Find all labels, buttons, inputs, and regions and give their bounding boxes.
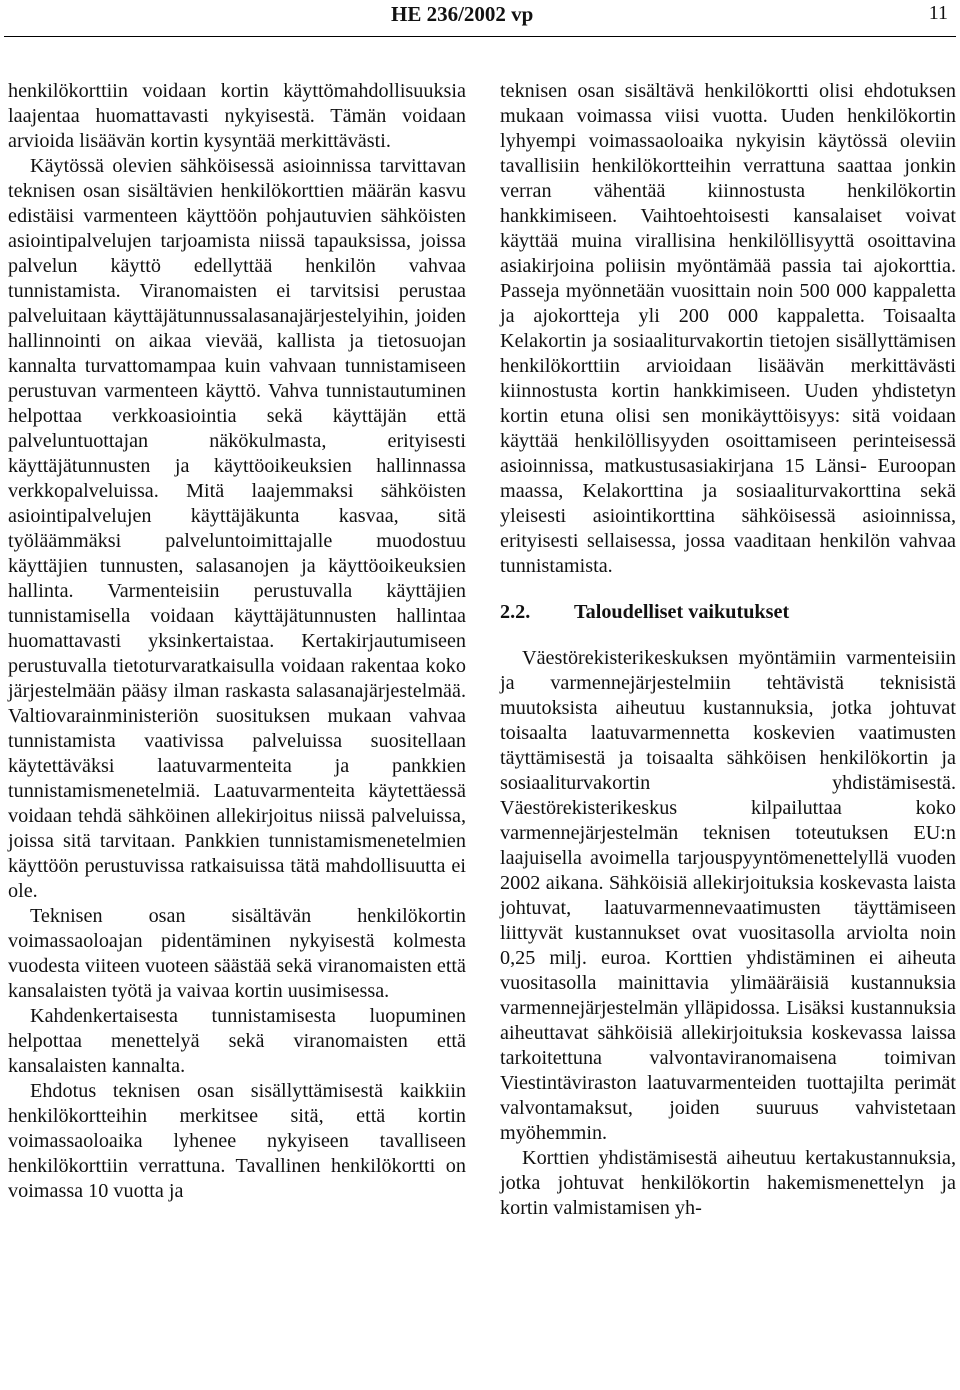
paragraph: Korttien yhdistämisestä aiheutuu kertakustannuksia, jotka johtuvat henkilökortin hakemismenettelyn ja kortin valmistamisen yh- — [500, 1147, 956, 1219]
page-header — [0, 0, 960, 30]
page-number: 11 — [928, 2, 948, 24]
document-id: HE 236/2002 vp — [391, 2, 534, 26]
right-column — [500, 79, 956, 1221]
paragraph: Väestörekisterikeskuksen myöntämiin varmenteisiin ja varmennejärjestelmiin tehtävistä teknisistä muutoksista aiheutuu kustannuksia, jotka johtuvat toisaalta laatuvarmennetta koskevien vaatimusten täyttämisestä ja toisaalta sähköisen henkilökortin ja sosiaaliturvakortin yhdistämisestä. Väestörekisterikeskus kilpailuttaa koko varmennejärjestelmän teknisen toteutuksen EU:n laajuisella avoimella tarjouspyyntömenettelyllä vuoden 2002 aikana. Sähköisiä allekirjoituksia koskevasta laista johtuvat, laatuvarmennevaatimusten täyttämiseen liittyvät kustannukset ovat vuositasolla arviolta noin 0,25 milj. euroa. Korttien yhdistäminen ei aiheuta vuositasolla mainittavia ylimääräisiä kustannuksia varmennejärjestelmän ylläpidossa. Lisäksi kustannuksia aiheuttavat sähköisiä allekirjoituksia koskevassa laissa tarkoitettuna valvontaviranomaisena toimivan Viestintäviraston laatuvarmenteiden tuottajilta perimät valvontamaksut, joiden suuruus vahvistetaan myöhemmin. — [500, 647, 956, 1144]
section-number: 2.2. — [500, 601, 531, 623]
header-rule — [4, 36, 956, 37]
paragraph: Kahdenkertaisesta tunnistamisesta luopuminen helpottaa menettelyä sekä viranomaisten että kansalaisten kannalta. — [8, 1005, 466, 1077]
section-title: Taloudelliset vaikutukset — [574, 601, 790, 623]
paragraph: henkilökorttiin voidaan kortin käyttömahdollisuuksia laajentaa huomattavasti nykyisestä. Tämän voidaan arvioida lisäävän kortin kysyntää merkittävästi. — [8, 80, 466, 152]
paragraph: Käytössä olevien sähköisessä asioinnissa tarvittavan teknisen osan sisältävien henkilökorttien määrän kasvu edistäisi varmenteen käyttöön pohjautuvien sähköisten asiointipalvelujen tarjoamista niissä tapauksissa, joissa palvelun käyttö edellyttää henkilön vahvaa tunnistamista. Viranomaisten ei tarvitsisi perustaa palveluitaan käyttäjätunnussalasanajärjestelyihin, joiden hallinnointi on aikaa vievää, kallista ja tietosuojan kannalta turvattomampaa kuin vahvaan tunnistamiseen perustuvan varmenteen käyttö. Vahva tunnistautuminen helpottaa verkkoasiointia sekä käyttäjän että palveluntuottajan näkökulmasta, erityisesti käyttäjätunnusten ja käyttöoikeuksien hallinnassa verkkopalveluissa. Mitä laajemmaksi sähköisten asiointipalvelujen käyttäjäkunta kasvaa, sitä työläämmäksi palveluntoimittajalle muodostuu käyttäjien tunnusten, salasanojen ja käyttöoikeuksien hallinta. Varmenteisiin perustuvalla käyttäjien tunnistamisella voidaan käyttäjätunnusten hallintaa huomattavasti yksinkertaistaa. Kertakirjautumiseen perustuvalla tietoturvaratkaisulla voidaan rakentaa koko järjestelmään pääsy ilman raskasta salasanajärjestelmää. Valtiovarainministeriön suosituksen mukaan vahvaa tunnistamista vaativissa palveluissa suositellaan käytettäväksi laatuvarmenteita ja pankkien tunnistamismenetelmiä. Laatuvarmenteita käytettäessä voidaan tehdä sähköinen allekirjoitus niissä palveluissa, joissa sitä tarvitaan. Pankkien tunnistamismenetelmien käyttöön perustuvissa ratkaisuissa tätä mahdollisuutta ei ole. — [8, 155, 466, 902]
paragraph: Teknisen osan sisältävän henkilökortin voimassaoloajan pidentäminen nykyisestä kolmesta vuodesta viiteen vuoteen säästää sekä viranomaisten että kansalaisten työtä ja vaivaa kortin uusimisessa. — [8, 905, 466, 1002]
left-column — [8, 79, 466, 1204]
section-heading — [500, 600, 956, 625]
paragraph: Ehdotus teknisen osan sisällyttämisestä kaikkiin henkilökortteihin merkitsee sitä, että kortin voimassaoloaika lyhenee nykyiseen tavalliseen henkilökorttiin verrattuna. Tavallinen henkilökortti on voimassa 10 vuotta ja — [8, 1080, 466, 1202]
paragraph: teknisen osan sisältävä henkilökortti olisi ehdotuksen mukaan voimassa viisi vuotta. Uuden henkilökortin lyhyempi voimassaoloaika nykyisin käytössä oleviin tavallisiin henkilökortteihin verrattuna saattaa jonkin verran vähentää kiinnostusta henkilökortin hankkimiseen. Vaihtoehtoisesti kansalaiset voivat käyttää muina virallisina henkilöllisyyttä osoittavina asiakirjoina poliisin myöntämää passia tai ajokorttia. Passeja myönnetään vuosittain noin 500 000 kappaletta ja ajokortteja yli 200 000 kappaletta. Toisaalta Kelakortin ja sosiaaliturvakortin tietojen sisällyttämisen henkilökorttiin arvioidaan lisäävän merkittävästi kiinnostusta kortin hankkimiseen. Uuden yhdistetyn kortin etuna olisi sen monikäyttöisyys: sitä voidaan käyttää henkilöllisyyden osoittamiseen perinteisessä asioinnissa, matkustusasiakirjana 15 Länsi- Euroopan maassa, Kelakorttina ja sosiaaliturvakorttina sekä yleisesti asiointikorttina sähköisessä asioinnissa, erityisesti sellaisessa, jossa vaaditaan henkilön vahvaa tunnistamista. — [500, 80, 956, 577]
